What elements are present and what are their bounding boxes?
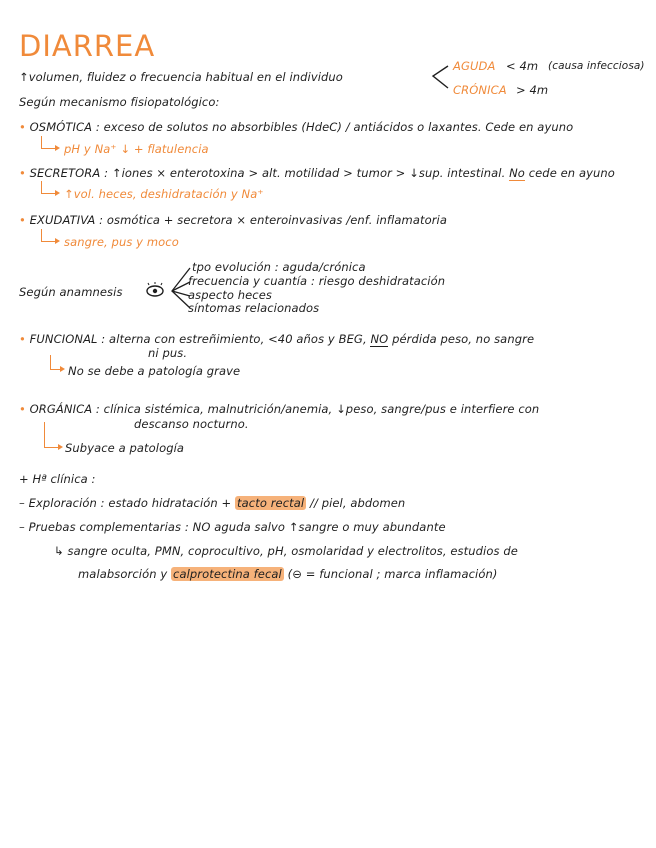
bullet-dot: • bbox=[19, 213, 26, 227]
exudativa-text: osmótica + secretora × enteroinvasivas /enf. inflamatoria bbox=[106, 213, 447, 227]
calprotectina-highlight: calprotectina fecal bbox=[173, 567, 282, 581]
secretora-text: ↑iones × enterotoxina > alt. motilidad > tumor > ↓sup. intestinal. bbox=[111, 166, 506, 180]
organica-text: clínica sistémica, malnutrición/anemia, ↓peso, sangre/pus e interfiere con bbox=[103, 402, 540, 416]
exploration-line bbox=[19, 496, 405, 510]
exploration-text: – Exploración : estado hidratación + bbox=[19, 496, 232, 510]
mechanism-heading: Según mecanismo fisiopatológico: bbox=[19, 95, 220, 109]
tests-list-continued bbox=[78, 567, 497, 581]
funcional-consequence: No se debe a patología grave bbox=[68, 364, 241, 378]
anamnesis-branch: frecuencia y cuantía : riesgo deshidratación bbox=[188, 274, 446, 288]
tests-list: ↳ sangre oculta, PMN, coprocultivo, pH, osmolaridad y electrolitos, estudios de bbox=[54, 544, 518, 558]
aguda-note: (causa infecciosa) bbox=[548, 60, 645, 72]
organica-label: ORGÁNICA : bbox=[29, 402, 100, 416]
organica-line bbox=[19, 402, 539, 416]
secretora-no: No bbox=[509, 166, 525, 180]
aguda-label: AGUDA bbox=[453, 59, 496, 73]
funcional-text-end: pérdida peso, no sangre bbox=[392, 332, 535, 346]
funcional-text-continued: ni pus. bbox=[148, 346, 188, 360]
bullet-dot: • bbox=[19, 332, 26, 346]
clinical-heading: + Hª clínica : bbox=[19, 472, 96, 486]
organica-consequence: Subyace a patología bbox=[65, 441, 185, 455]
exudativa-label: EXUDATIVA : bbox=[29, 213, 104, 227]
secretora-label: SECRETORA : bbox=[29, 166, 109, 180]
bullet-dot: • bbox=[19, 120, 26, 134]
osmotica-label: OSMÓTICA : bbox=[29, 120, 100, 134]
tests-line: – Pruebas complementarias : NO aguda salvo ↑sangre o muy abundante bbox=[19, 520, 446, 534]
osmotica-consequence: pH y Na⁺ ↓ + flatulencia bbox=[64, 142, 209, 156]
funcional-label: FUNCIONAL : bbox=[29, 332, 106, 346]
arrowhead-icon bbox=[58, 444, 63, 450]
definition-text: ↑volumen, fluidez o frecuencia habitual en el individuo bbox=[19, 70, 343, 84]
page-title: DIARREA bbox=[19, 29, 156, 63]
funcional-no: NO bbox=[370, 332, 389, 346]
tests-list-text: malabsorción y bbox=[78, 567, 168, 581]
cronica-label: CRÓNICA bbox=[453, 83, 507, 97]
exudativa-consequence: sangre, pus y moco bbox=[64, 235, 179, 249]
anamnesis-heading: Según anamnesis bbox=[19, 285, 123, 299]
secretora-text-end: cede en ayuno bbox=[528, 166, 615, 180]
funcional-text: alterna con estreñimiento, <40 años y BEG, bbox=[109, 332, 367, 346]
bullet-dot: • bbox=[19, 166, 26, 180]
arrowhead-icon bbox=[60, 366, 65, 372]
osmotica-text: exceso de solutos no absorbibles (HdeC) / antiácidos o laxantes. Cede en ayuno bbox=[103, 120, 574, 134]
organica-arrow-icon bbox=[44, 422, 59, 448]
anamnesis-branch: aspecto heces bbox=[188, 288, 272, 302]
funcional-line bbox=[19, 332, 534, 346]
anamnesis-branch: síntomas relacionados bbox=[188, 301, 320, 315]
cronica-duration: > 4m bbox=[516, 83, 549, 97]
tests-list-note: (⊖ = funcional ; marca inflamación) bbox=[287, 567, 498, 581]
tacto-rectal-highlight: tacto rectal bbox=[237, 496, 305, 510]
bullet-dot: • bbox=[19, 402, 26, 416]
aguda-duration: < 4m bbox=[506, 59, 539, 73]
anamnesis-branch: tpo evolución : aguda/crónica bbox=[192, 260, 366, 274]
exploration-text-end: // piel, abdomen bbox=[309, 496, 406, 510]
organica-text-continued: descanso nocturno. bbox=[134, 417, 249, 431]
secretora-consequence: ↑vol. heces, deshidratación y Na⁺ bbox=[64, 187, 264, 201]
